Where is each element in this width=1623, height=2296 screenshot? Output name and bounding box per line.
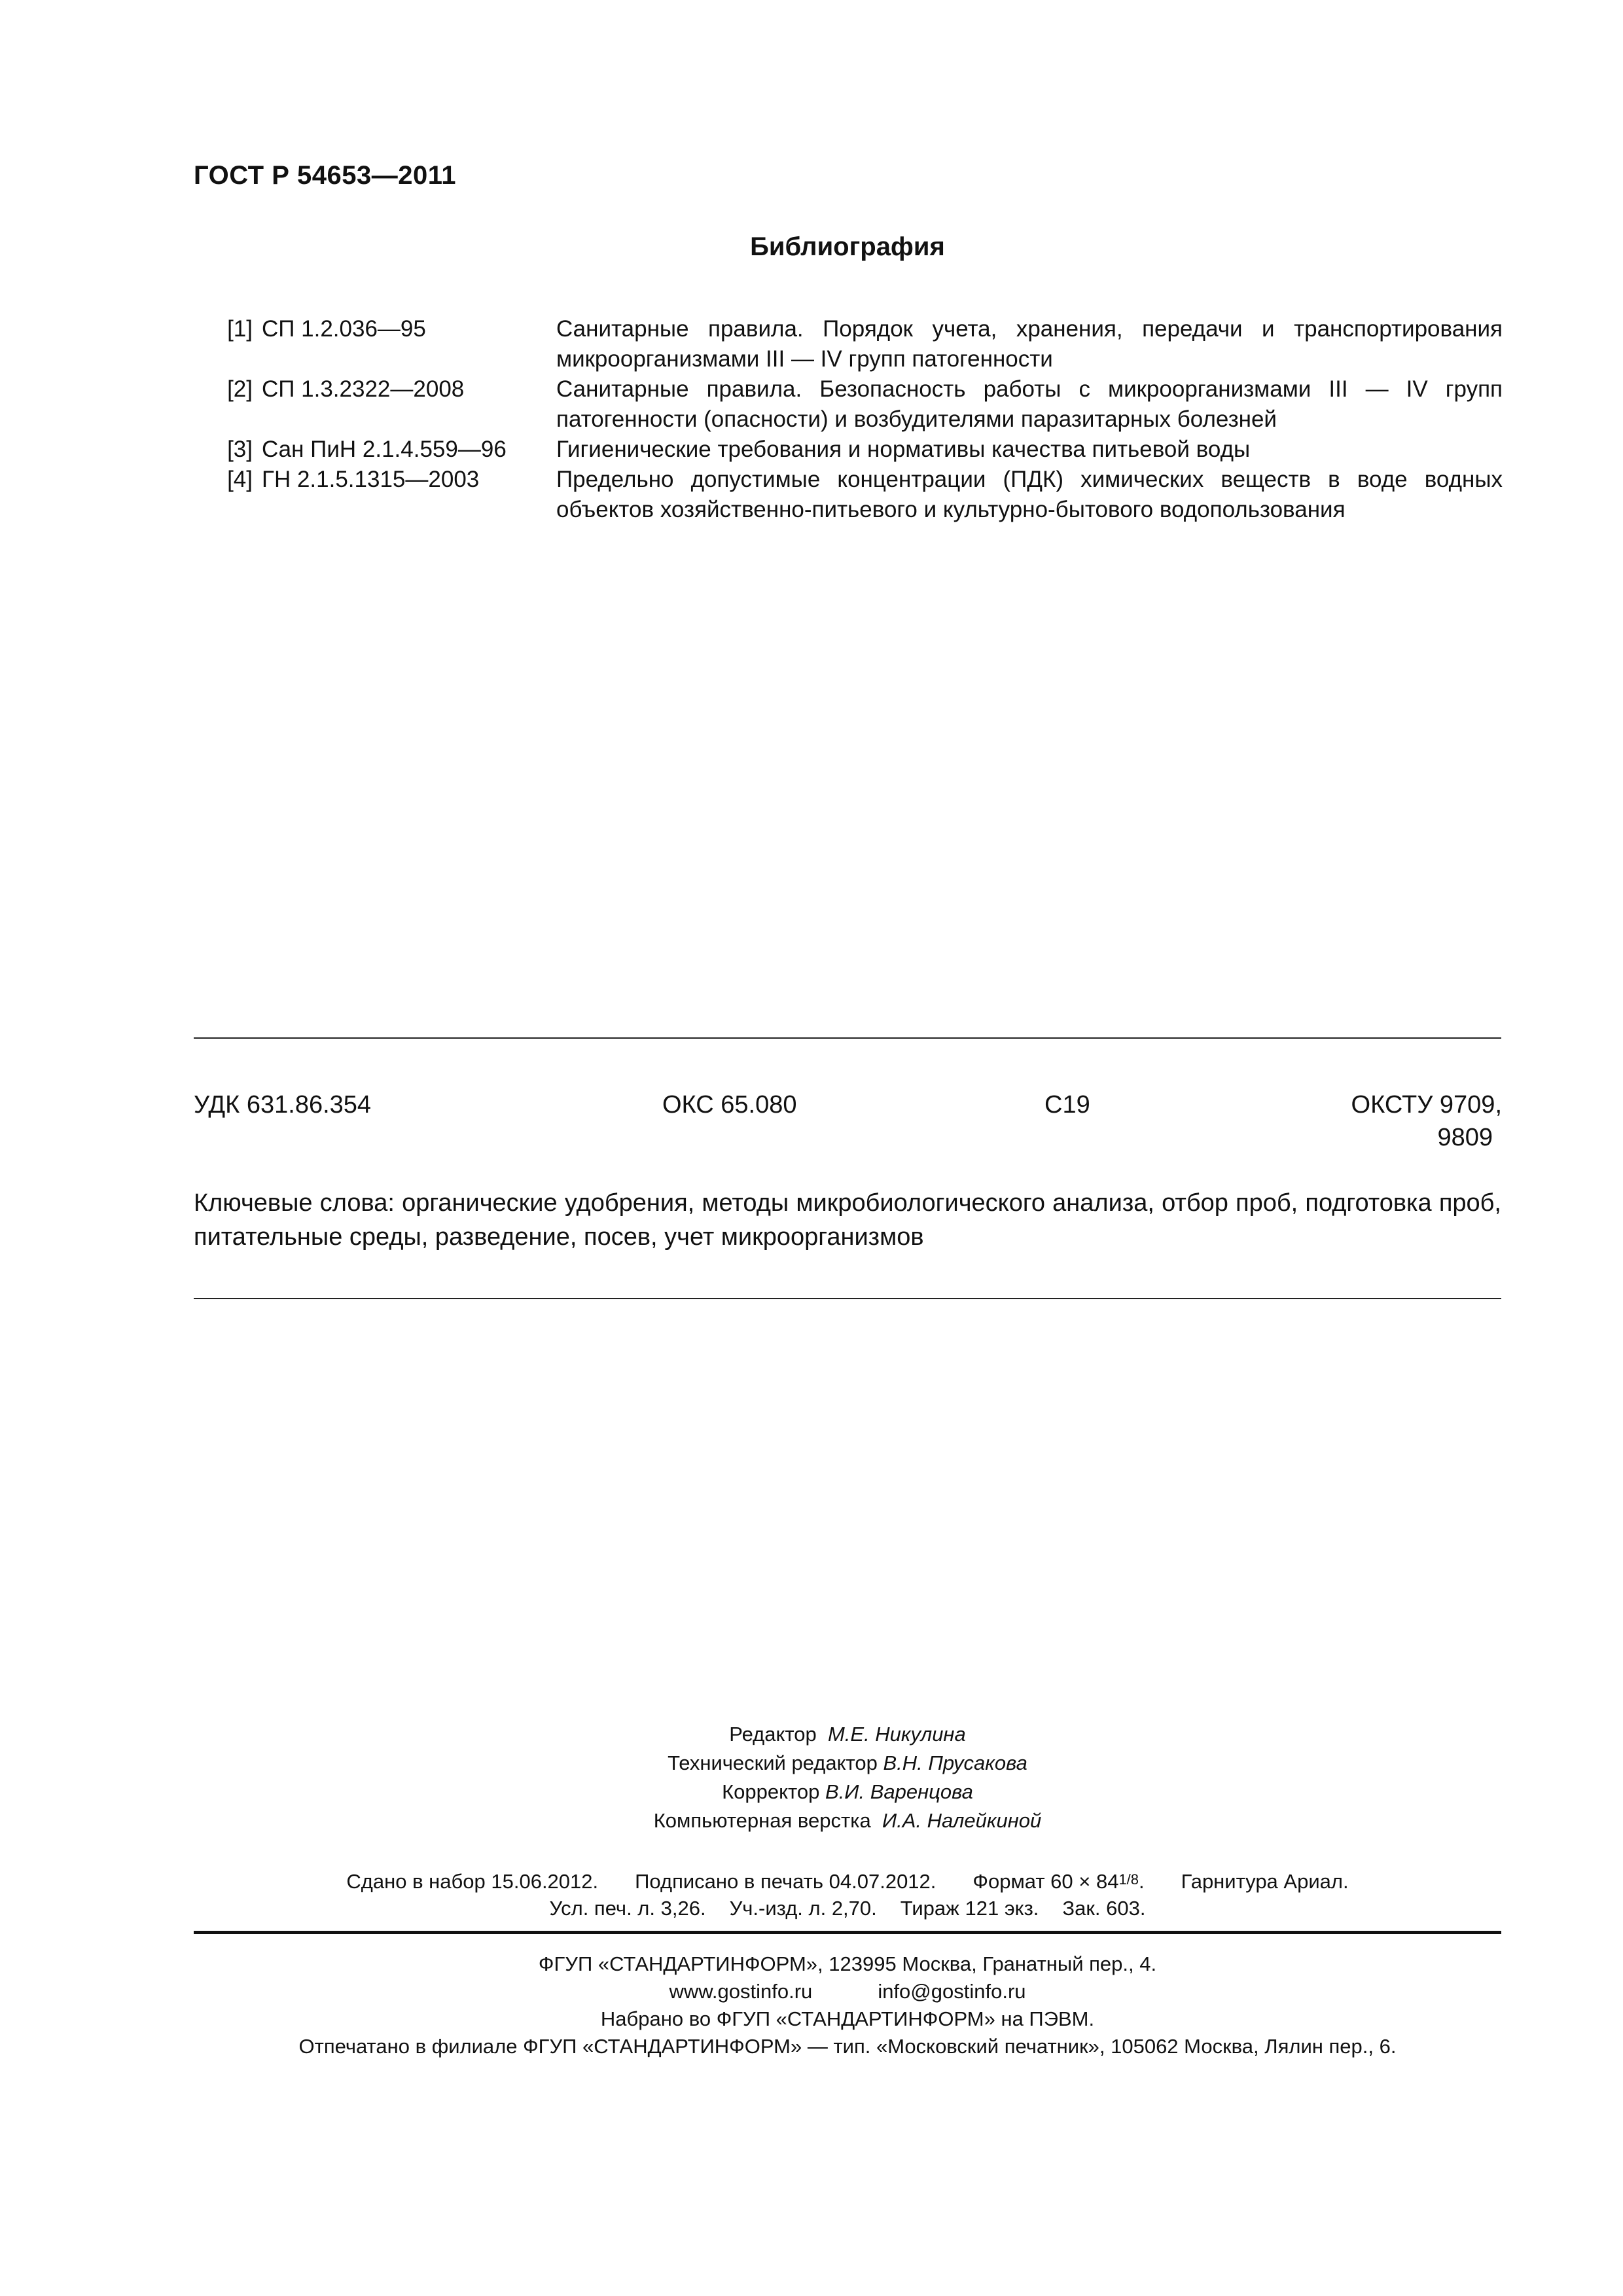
- submitted-date: Сдано в набор 15.06.2012.: [346, 1870, 599, 1893]
- order-number: Зак. 603.: [1062, 1897, 1146, 1920]
- publisher-email: info@gostinfo.ru: [878, 1980, 1026, 2003]
- credit-role: Редактор: [729, 1723, 817, 1746]
- divider-publisher: [194, 1931, 1501, 1934]
- divider-bottom: [194, 1298, 1501, 1299]
- credit-line: [194, 1806, 1501, 1835]
- credit-line: [194, 1720, 1501, 1749]
- group-code: С19: [1044, 1091, 1090, 1119]
- entry-description: Гигиенические требования и нормативы качества питьевой воды: [556, 437, 1251, 462]
- entry-code: ГН 2.1.5.1315—2003: [262, 467, 480, 492]
- credits-block: [194, 1720, 1501, 1835]
- printed-note: Отпечатано в филиале ФГУП «СТАНДАРТИНФОРМ» — тип. «Московский печатник», 105062 Москва, Лялин пер., 6.: [298, 2035, 1397, 2058]
- entry-code: СП 1.3.2322—2008: [262, 376, 465, 402]
- entry-number: [3]: [227, 437, 253, 462]
- font-name: Гарнитура Ариал.: [1181, 1870, 1349, 1893]
- credit-role: Компьютерная верстка: [653, 1809, 871, 1832]
- publisher-address: ФГУП «СТАНДАРТИНФОРМ», 123995 Москва, Гранатный пер., 4.: [538, 1952, 1157, 1975]
- publisher-block: [194, 1950, 1501, 2060]
- bibliography-entry: [194, 314, 1503, 374]
- entry-description: Предельно допустимые концентрации (ПДК) химических веществ в воде водных объектов хозяйственно-питьевого и культурно-бытового водопользования: [556, 467, 1503, 522]
- signed-date: Подписано в печать 04.07.2012.: [635, 1870, 936, 1893]
- entry-code: Сан ПиН 2.1.4.559—96: [262, 437, 507, 462]
- entry-number: [2]: [227, 376, 253, 402]
- bibliography-entry: [194, 374, 1503, 435]
- entry-description: Санитарные правила. Безопасность работы с микроорганизмами III — IV групп патогенности (опасности) и возбудителями паразитарных болезней: [556, 376, 1503, 432]
- paper-format: Формат 60 × 841/8.: [972, 1870, 1144, 1893]
- udk-code: УДК 631.86.354: [194, 1091, 372, 1119]
- edit-sheets: Уч.-изд. л. 2,70.: [729, 1897, 877, 1920]
- entry-code: СП 1.2.036—95: [262, 316, 426, 342]
- typeset-note: Набрано во ФГУП «СТАНДАРТИНФОРМ» на ПЭВМ.: [600, 2007, 1095, 2030]
- print-info-line-2: [194, 1894, 1501, 1923]
- bibliography-entry: [194, 465, 1503, 525]
- credit-name: В.Н. Прусакова: [883, 1751, 1027, 1774]
- bibliography-title: Библиография: [750, 232, 945, 261]
- credit-role: Технический редактор: [668, 1751, 878, 1774]
- publisher-contacts: [194, 1978, 1501, 2005]
- oks-code: ОКС 65.080: [662, 1091, 797, 1119]
- keywords: Ключевые слова: органические удобрения, методы микробиологического анализа, отбор проб, подготовка проб, питательные среды, разведение, посев, учет микроорганизмов: [194, 1189, 1501, 1251]
- bibliography-list: [194, 314, 1503, 525]
- entry-number: [1]: [227, 316, 253, 342]
- credit-name: В.И. Варенцова: [825, 1780, 973, 1803]
- format-fraction: 1/8: [1118, 1871, 1139, 1888]
- okstu-code: [1243, 1088, 1502, 1154]
- credit-name: М.Е. Никулина: [827, 1723, 966, 1746]
- entry-description: Санитарные правила. Порядок учета, хранения, передачи и транспортирования микроорганизмами III — IV групп патогенности: [556, 316, 1503, 372]
- credit-role: Корректор: [722, 1780, 820, 1803]
- print-sheets: Усл. печ. л. 3,26.: [549, 1897, 706, 1920]
- credit-line: [194, 1778, 1501, 1806]
- divider-top: [194, 1037, 1501, 1039]
- bibliography-entry: [194, 435, 1503, 465]
- okstu-line-2: 9809: [1437, 1124, 1493, 1151]
- okstu-line-1: ОКСТУ 9709,: [1351, 1091, 1502, 1119]
- credit-line: [194, 1749, 1501, 1778]
- circulation: Тираж 121 экз.: [900, 1897, 1039, 1920]
- credit-name: И.А. Налейкиной: [882, 1809, 1042, 1832]
- entry-number: [4]: [227, 467, 253, 492]
- print-info-line-1: [194, 1865, 1501, 1896]
- publisher-website: www.gostinfo.ru: [669, 1980, 813, 2003]
- standard-code: ГОСТ Р 54653—2011: [194, 161, 456, 190]
